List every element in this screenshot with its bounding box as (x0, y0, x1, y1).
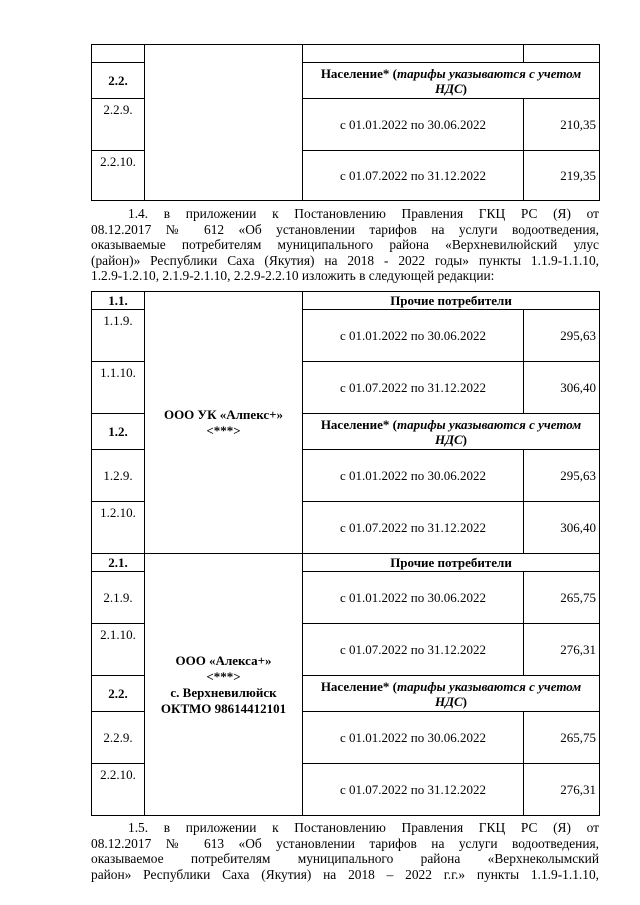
paragraph-line: оказываемое потребителям муниципального района «Верхнеколымский (91, 851, 599, 866)
period-cell: с 01.07.2022 по 31.12.2022 (303, 362, 524, 414)
value-cell: 210,35 (524, 99, 600, 151)
organization-cell: ООО «Алекса+» <***> с. Верхневилюйск ОКТМО 98614412101 (145, 554, 303, 816)
row-number: 2.2. (92, 676, 145, 712)
table-row (92, 554, 600, 572)
tariff-table (91, 291, 600, 816)
row-number: 2.1.9. (92, 572, 145, 624)
value-cell: 265,75 (524, 572, 600, 624)
period-cell: с 01.01.2022 по 30.06.2022 (303, 450, 524, 502)
population-header: Население* (тарифы указываются с учетом НДС) (303, 676, 600, 712)
value-cell: 276,31 (524, 624, 600, 676)
value-cell: 276,31 (524, 764, 600, 816)
value-cell: 306,40 (524, 502, 600, 554)
paragraph-line: (район)» Республики Саха (Якутия) на 2018 - 2022 годы» пункты 1.1.9-1.1.10, (91, 252, 599, 268)
period-cell: с 01.07.2022 по 31.12.2022 (303, 764, 524, 816)
paragraph-line: 08.12.2017 № 612 «Об установлении тарифов на услуги водоотведения, (91, 221, 599, 237)
row-number: 2.2.10. (92, 151, 145, 201)
other-consumers-header: Прочие потребители (303, 554, 600, 572)
period-cell: с 01.01.2022 по 30.06.2022 (303, 310, 524, 362)
paragraph-1-4 (91, 206, 599, 284)
period-cell: с 01.01.2022 по 30.06.2022 (303, 712, 524, 764)
row-number: 1.2. (92, 414, 145, 450)
population-header: Население* (тарифы указываются с учетом НДС) (303, 63, 600, 99)
paragraph-line: район» Республики Саха (Якутия) на 2018 – 2022 г.г.» пункты 1.1.9-1.1.10, (91, 866, 599, 882)
paragraph-line: 1.2.9-1.2.10, 2.1.9-2.1.10, 2.2.9-2.2.10 изложить в следующей редакции: (91, 268, 495, 283)
paragraph-line: оказываемые потребителям муниципального района «Верхневилюйский улус (91, 237, 599, 252)
table-row (92, 292, 600, 310)
row-number: 2.2.9. (92, 99, 145, 151)
other-consumers-header: Прочие потребители (303, 292, 600, 310)
table-cell (524, 45, 600, 63)
row-number: 1.1.10. (92, 362, 145, 414)
period-cell: с 01.07.2022 по 31.12.2022 (303, 151, 524, 201)
value-cell: 219,35 (524, 151, 600, 201)
row-number: 1.1.9. (92, 310, 145, 362)
row-number: 2.2.10. (92, 764, 145, 816)
row-number: 1.1. (92, 292, 145, 310)
paragraph-1-5 (91, 820, 599, 882)
value-cell: 295,63 (524, 310, 600, 362)
row-number: 2.2. (92, 63, 145, 99)
table-row (92, 45, 600, 63)
period-cell: с 01.01.2022 по 30.06.2022 (303, 572, 524, 624)
row-number: 1.2.9. (92, 450, 145, 502)
period-cell: с 01.07.2022 по 31.12.2022 (303, 502, 524, 554)
row-number: 2.1.10. (92, 624, 145, 676)
row-number: 1.2.10. (92, 502, 145, 554)
period-cell: с 01.01.2022 по 30.06.2022 (303, 99, 524, 151)
row-number: 2.2.9. (92, 712, 145, 764)
row-number: 2.1. (92, 554, 145, 572)
population-header: Население* (тарифы указываются с учетом НДС) (303, 414, 600, 450)
table-cell (92, 45, 145, 63)
paragraph-line: 1.5. в приложении к Постановлению Правления ГКЦ РС (Я) от (128, 820, 599, 835)
org-cell (145, 45, 303, 201)
period-cell: с 01.07.2022 по 31.12.2022 (303, 624, 524, 676)
paragraph-line: 08.12.2017 № 613 «Об установлении тарифов на услуги водоотведения, (91, 835, 599, 851)
tariff-table-continuation (91, 44, 600, 201)
value-cell: 306,40 (524, 362, 600, 414)
table-cell (303, 45, 524, 63)
value-cell: 265,75 (524, 712, 600, 764)
paragraph-line: 1.4. в приложении к Постановлению Правления ГКЦ РС (Я) от (128, 206, 599, 221)
value-cell: 295,63 (524, 450, 600, 502)
organization-cell: ООО УК «Алпекс+» <***> (145, 292, 303, 554)
